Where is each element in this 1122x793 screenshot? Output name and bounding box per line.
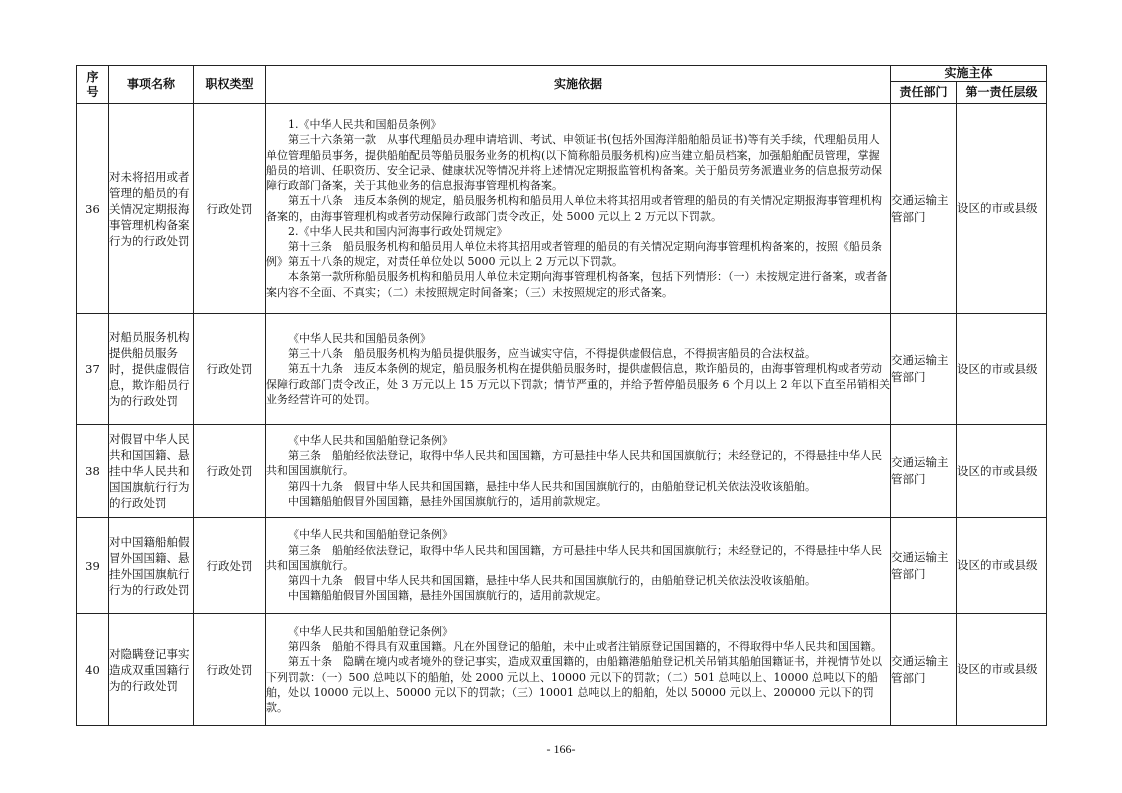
basis-paragraph: 第四十九条 假冒中华人民共和国国籍，悬挂中华人民共和国国旗航行的，由船舶登记机关依法没收该船舶。	[288, 574, 816, 588]
row-item-name: 对假冒中华人民共和国国籍、悬挂中华人民共和国国旗航行行为的行政处罚	[109, 425, 194, 518]
basis-paragraph: 中国籍船舶假冒外国国籍，悬挂外国国旗航行的，适用前款规定。	[288, 589, 607, 603]
row-basis	[266, 104, 891, 314]
row-seq: 38	[77, 425, 109, 518]
header-seq: 序号	[77, 66, 109, 104]
row-dept: 交通运输主管部门	[891, 314, 957, 425]
basis-paragraph: 1.《中华人民共和国船员条例》	[288, 118, 442, 132]
row-authority-type: 行政处罚	[194, 104, 266, 314]
row-basis	[266, 614, 891, 726]
table-row	[77, 614, 1047, 726]
row-level: 设区的市或县级	[957, 104, 1047, 314]
basis-paragraph: 《中华人民共和国船员条例》	[288, 331, 431, 345]
basis-paragraph: 中国籍船舶假冒外国国籍，悬挂外国国旗航行的，适用前款规定。	[288, 494, 607, 508]
row-seq: 37	[77, 314, 109, 425]
basis-paragraph: 《中华人民共和国船舶登记条例》	[288, 433, 453, 447]
row-item-name: 对中国籍船舶假冒外国国籍、悬挂外国国旗航行行为的行政处罚	[109, 518, 194, 614]
row-dept: 交通运输主管部门	[891, 425, 957, 518]
basis-paragraph: 第五十条 隐瞒在境内或者境外的登记事实，造成双重国籍的，由船籍港船舶登记机关吊销其船舶国籍证书，并视情节处以下列罚款：（一）500 总吨以下的船舶，处 2000 元以上、10000 元以下的罚款；（二）501 总吨以上、10000 总吨以下的船舶，处以 10000 元以上、50000 元以下的罚款；（三）10001 总吨以上的船舶，处以 50000 元以上、200000 元以下的罚款。	[266, 655, 882, 714]
row-basis	[266, 518, 891, 614]
row-seq: 39	[77, 518, 109, 614]
row-item-name: 对未将招用或者管理的船员的有关情况定期报海事管理机构备案行为的行政处罚	[109, 104, 194, 314]
row-level: 设区的市或县级	[957, 425, 1047, 518]
basis-paragraph: 本条第一款所称船员服务机构和船员用人单位未定期向海事管理机构备案，包括下列情形：（一）未按规定进行备案，或者备案内容不全面、不真实；（二）未按照规定时间备案；（三）未按照规定的形式备案。	[266, 270, 888, 299]
row-seq: 36	[77, 104, 109, 314]
basis-paragraph: 第四条 船舶不得具有双重国籍。凡在外国登记的船舶，未中止或者注销原登记国国籍的，不得取得中华人民共和国国籍。	[288, 640, 882, 654]
basis-paragraph: 第三条 船舶经依法登记，取得中华人民共和国国籍，方可悬挂中华人民共和国国旗航行；未经登记的，不得悬挂中华人民共和国国旗航行。	[266, 543, 882, 572]
header-type: 职权类型	[194, 66, 266, 104]
basis-paragraph: 第五十八条 违反本条例的规定，船员服务机构和船员用人单位未将其招用或者管理的船员的有关情况定期报海事管理机构备案的，由海事管理机构或者劳动保障行政部门责令改正，处 5000 元以上 2 万元以下罚款。	[266, 194, 882, 223]
basis-paragraph: 第三十六条第一款 从事代理船员办理申请培训、考试、申领证书(包括外国海洋船舶船员证书)等有关手续，代理船员用人单位管理船员事务，提供船舶配员等船员服务业务的机构(以下简称船员服务机构)应当建立船员档案，加强船舶配员管理，掌握船员的培训、任职资历、安全记录、健康状况等情况并将上述情况定期报监管机构备案。关于船员劳务派遣业务的信息报劳动保障行政部门备案，关于其他业务的信息报海事管理机构备案。	[266, 133, 882, 193]
row-dept: 交通运输主管部门	[891, 104, 957, 314]
row-item-name: 对船员服务机构提供船员服务时，提供虚假信息，欺诈船员行为的行政处罚	[109, 314, 194, 425]
basis-paragraph: 《中华人民共和国船舶登记条例》	[288, 624, 453, 638]
basis-paragraph: 第三条 船舶经依法登记，取得中华人民共和国国籍，方可悬挂中华人民共和国国旗航行；未经登记的，不得悬挂中华人民共和国国旗航行。	[266, 449, 882, 478]
page-number: - 166-	[546, 742, 576, 756]
enforcement-table	[76, 65, 1047, 726]
basis-paragraph: 2.《中华人民共和国内河海事行政处罚规定》	[288, 224, 508, 238]
row-level: 设区的市或县级	[957, 614, 1047, 726]
table-row	[77, 314, 1047, 425]
header-level: 第一责任层级	[957, 82, 1047, 104]
basis-paragraph: 第十三条 船员服务机构和船员用人单位未将其招用或者管理的船员的有关情况定期向海事管理机构备案的，按照《船员条例》第五十八条的规定，对责任单位处以 5000 元以上 2 万元以下罚款。	[266, 239, 882, 269]
table-row	[77, 104, 1047, 314]
row-authority-type: 行政处罚	[194, 614, 266, 726]
row-level: 设区的市或县级	[957, 314, 1047, 425]
row-level: 设区的市或县级	[957, 518, 1047, 614]
header-name: 事项名称	[109, 66, 194, 104]
row-dept: 交通运输主管部门	[891, 614, 957, 726]
header-dept: 责任部门	[891, 82, 957, 104]
table-row	[77, 518, 1047, 614]
basis-paragraph: 第四十九条 假冒中华人民共和国国籍，悬挂中华人民共和国国旗航行的，由船舶登记机关依法没收该船舶。	[288, 479, 816, 493]
row-basis	[266, 425, 891, 518]
basis-paragraph: 第三十八条 船员服务机构为船员提供服务，应当诚实守信，不得提供虚假信息，不得损害船员的合法权益。	[288, 347, 816, 361]
row-item-name: 对隐瞒登记事实造成双重国籍行为的行政处罚	[109, 614, 194, 726]
basis-paragraph: 《中华人民共和国船舶登记条例》	[288, 528, 453, 542]
header-subject: 实施主体	[891, 66, 1047, 82]
header-basis: 实施依据	[266, 66, 891, 104]
row-basis	[266, 314, 891, 425]
table-row	[77, 425, 1047, 518]
row-seq: 40	[77, 614, 109, 726]
row-authority-type: 行政处罚	[194, 425, 266, 518]
basis-paragraph: 第五十九条 违反本条例的规定，船员服务机构在提供船员服务时，提供虚假信息，欺诈船员的，由海事管理机构或者劳动保障行政部门责令改正，处 3 万元以上 15 万元以下罚款；情节严重的，并给予暂停船员服务 6 个月以上 2 年以下直至吊销相关业务经营许可的处罚。	[266, 362, 890, 406]
row-authority-type: 行政处罚	[194, 518, 266, 614]
row-dept: 交通运输主管部门	[891, 518, 957, 614]
row-authority-type: 行政处罚	[194, 314, 266, 425]
